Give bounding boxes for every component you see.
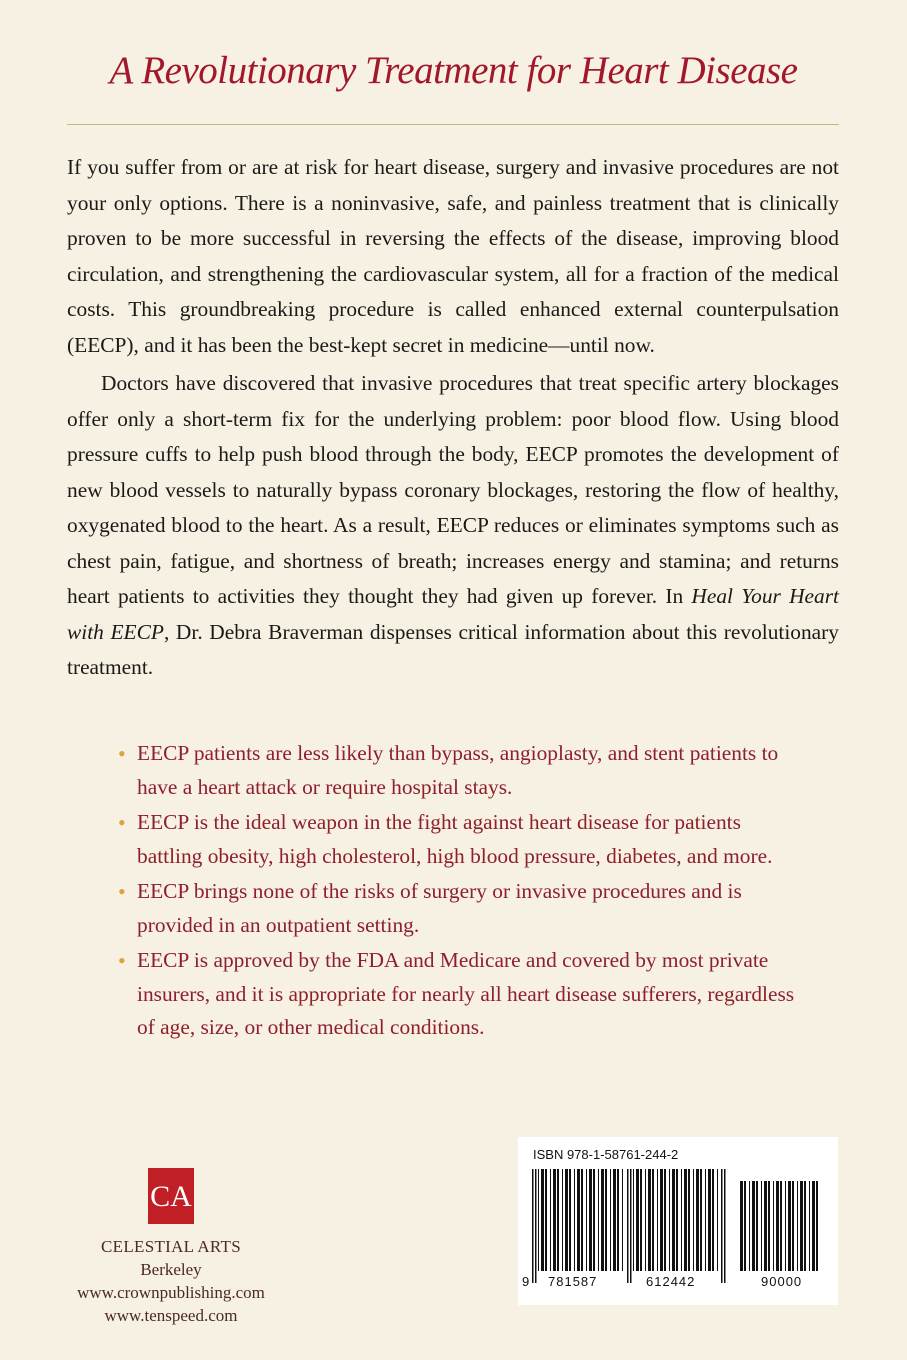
publisher-url: www.tenspeed.com [104, 1306, 238, 1325]
benefit-item [67, 806, 807, 873]
benefit-text: EECP is approved by the FDA and Medicare and covered by most private insurers, and it is appropriate for nearly all heart disease sufferers, regardless of age, size, or other medical conditions. [137, 948, 795, 1039]
benefit-text: EECP is the ideal weapon in the fight against heart disease for patients battling obesity, high cholesterol, high blood pressure, diabetes, and more. [137, 810, 773, 868]
logo-letters: CA [150, 1180, 192, 1213]
isbn-label: ISBN 978-1-58761-244-2 [533, 1147, 679, 1162]
benefits-list [67, 737, 807, 1047]
benefit-text: EECP patients are less likely than bypass, angioplasty, and stent patients to have a heart attack or require hospital stays. [137, 741, 779, 799]
benefit-text: EECP brings none of the risks of surgery or invasive procedures and is provided in an outpatient setting. [137, 879, 742, 937]
paragraph-details [67, 366, 839, 686]
bullet-icon: • [118, 948, 126, 973]
barcode-prefix-digit: 9 [522, 1274, 531, 1289]
publisher-url: www.crownpublishing.com [77, 1283, 265, 1302]
title-divider [67, 124, 839, 125]
barcode-panel [518, 1137, 838, 1305]
barcode-left-digits: 781587 [548, 1274, 598, 1289]
benefit-item [67, 737, 807, 804]
publisher-name: CELESTIAL ARTS [101, 1237, 241, 1256]
bullet-icon: • [118, 741, 126, 766]
description [67, 150, 839, 686]
barcode-price-code: 90000 [761, 1274, 803, 1289]
book-title-italic: Heal Your Heart with EECP [67, 584, 839, 644]
paragraph-details-end: , Dr. Debra Braverman dispenses critical information about this revolutionary treatment. [67, 619, 839, 679]
benefit-item [67, 944, 807, 1045]
cover-title: A Revolutionary Treatment for Heart Disease [109, 49, 798, 92]
barcode-right-digits: 612442 [646, 1274, 696, 1289]
bullet-icon: • [118, 879, 126, 904]
publisher-city: Berkeley [140, 1260, 202, 1279]
paragraph-details-start: Doctors have discovered that invasive procedures that treat specific artery blockages offer only a short-term fix for the underlying problem: poor blood flow. Using blood pressure cuffs to help push blood through the body, EECP promotes the development of new blood vessels to naturally bypass coronary blockages, restoring the flow of healthy, oxygenated blood to the heart. As a result, EECP reduces or eliminates symptoms such as chest pain, fatigue, and shortness of breath; increases energy and stamina; and returns heart patients to activities they thought they had given up forever. In [67, 371, 839, 608]
publisher-block [60, 1168, 282, 1327]
celestial-arts-logo-icon [148, 1168, 194, 1224]
paragraph-intro: If you suffer from or are at risk for heart disease, surgery and invasive procedures are not your only options. There is a noninvasive, safe, and painless treatment that is clinically proven to be more successful in reversing the effects of the disease, improving blood circulation, and strengthening the cardiovascular system, all for a fraction of the medical costs. This groundbreaking procedure is called enhanced external counterpulsation (EECP), and it has been the best-kept secret in medicine—until now. [67, 155, 839, 357]
bullet-icon: • [118, 810, 126, 835]
benefit-item [67, 875, 807, 942]
